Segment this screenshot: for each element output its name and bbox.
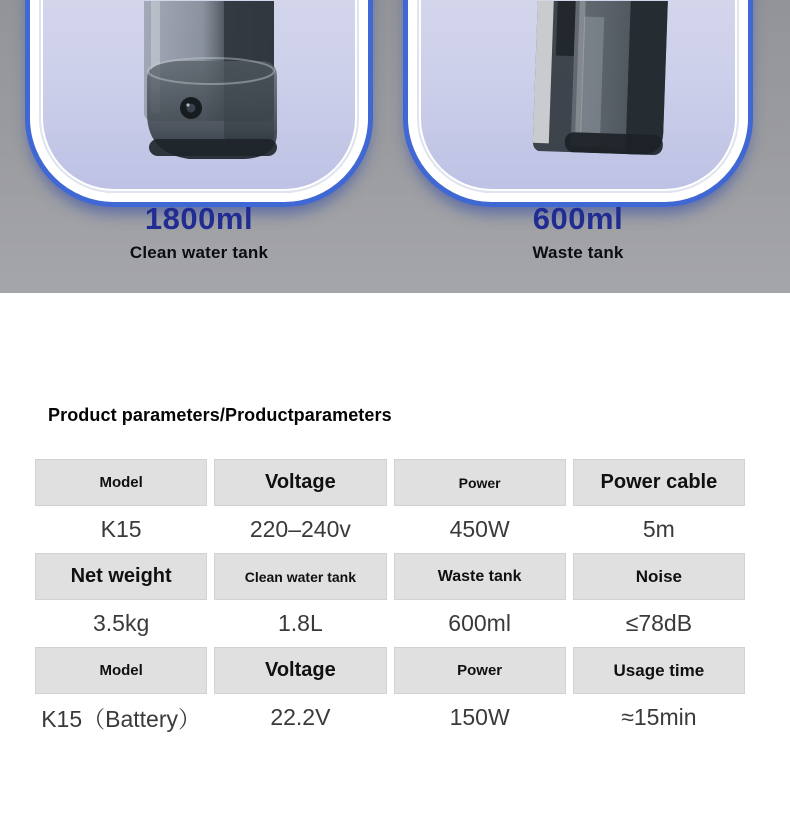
clean-water-tank-photo xyxy=(39,1,359,171)
spec-value-clean-water-tank: 1.8L xyxy=(277,610,323,636)
clean-tank-volume: 1800ml xyxy=(144,201,254,236)
spec-value-waste-tank: 600ml xyxy=(448,610,511,636)
spec-header-voltage-2: Voltage xyxy=(214,647,386,694)
spec-header-net-weight: Net weight xyxy=(35,553,207,600)
clean-tank-label: Clean water tank xyxy=(129,243,269,263)
spec-header-power-cable: Power cable xyxy=(573,459,745,506)
clean-tank-panel xyxy=(30,0,368,202)
spec-header-clean-water-tank: Clean water tank xyxy=(214,553,386,600)
spec-header-usage-time: Usage time xyxy=(573,647,745,694)
spec-value-noise: ≤78dB xyxy=(625,610,693,636)
section-title: Product parameters/Productparameters xyxy=(48,405,392,425)
spec-value-model-battery: K15（Battery） xyxy=(41,706,202,732)
spec-value-power-cable: 5m xyxy=(642,516,675,542)
waste-tank-caption xyxy=(408,202,748,263)
spec-table xyxy=(35,459,745,741)
spec-header-noise: Noise xyxy=(573,553,745,600)
spec-value-model: K15 xyxy=(100,516,142,542)
spec-value-voltage-2: 22.2V xyxy=(270,704,331,730)
clean-tank-caption xyxy=(30,202,368,263)
spec-value-power-2: 150W xyxy=(449,704,510,730)
spec-header-voltage: Voltage xyxy=(214,459,386,506)
waste-tank-label: Waste tank xyxy=(532,243,624,263)
spec-header-waste-tank: Waste tank xyxy=(394,553,566,600)
spec-value-power: 450W xyxy=(449,516,510,542)
spec-value-net-weight: 3.5kg xyxy=(92,610,150,636)
waste-tank-volume: 600ml xyxy=(532,201,624,236)
spec-section xyxy=(0,405,790,741)
spec-header-power-2: Power xyxy=(394,647,566,694)
product-hero xyxy=(0,0,790,293)
waste-tank-panel xyxy=(408,0,748,202)
spec-header-power: Power xyxy=(394,459,566,506)
spec-value-usage-time: ≈15min xyxy=(621,704,697,730)
waste-tank-photo xyxy=(417,1,739,171)
spec-header-model-battery: Model xyxy=(35,647,207,694)
spec-value-voltage: 220–240v xyxy=(249,516,351,542)
spec-header-model: Model xyxy=(35,459,207,506)
